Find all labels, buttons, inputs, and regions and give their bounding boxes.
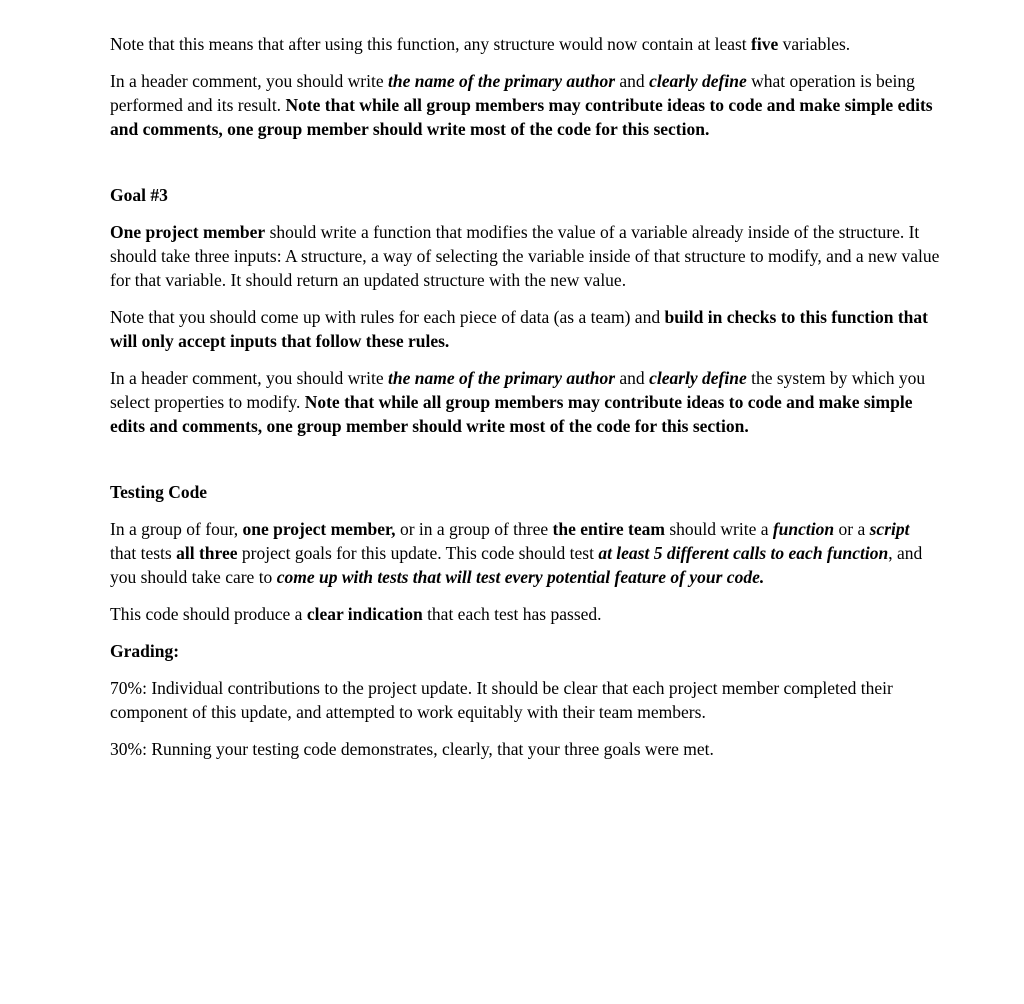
intro-paragraph-header-comment	[110, 69, 940, 141]
goal-3-paragraph-function	[110, 220, 940, 292]
text-run-bold-italic: at least 5 different calls to each function	[598, 543, 889, 563]
text-run: or a	[834, 519, 870, 539]
document-page	[110, 32, 940, 774]
text-run: what operation is being performed and its result.	[110, 71, 915, 115]
text-run: project goals for this update. This code should test	[237, 543, 599, 563]
testing-code-heading: Testing Code	[110, 482, 208, 502]
text-run-bold: one project member,	[242, 519, 396, 539]
text-run-bold-italic: clearly define	[649, 368, 747, 388]
text-run-bold-italic: script	[869, 519, 910, 539]
text-run-bold: build in checks to this function that will only accept inputs that follow these rules.	[110, 307, 928, 351]
text-run: that each test has passed.	[422, 604, 602, 624]
text-run: This code should produce a	[110, 604, 307, 624]
text-run: and	[615, 71, 650, 91]
text-run-bold: One project member	[110, 222, 266, 242]
text-run: In a header comment, you should write	[110, 368, 388, 388]
text-run-bold-italic: come up with tests that will test every potential feature of your code.	[276, 567, 765, 587]
text-run: Note that this means that after using this function, any structure would now contain at least	[110, 34, 752, 54]
goal-3-paragraph-header-comment	[110, 366, 940, 438]
text-run-bold: Note that while all group members may contribute ideas to code and make simple edits and comments, one group member should write most of the code for this section.	[110, 392, 913, 436]
testing-paragraph-function	[110, 517, 940, 589]
text-run-bold-italic: clearly define	[649, 71, 747, 91]
text-run-bold: five	[751, 34, 779, 54]
text-run: In a group of four,	[110, 519, 243, 539]
text-run: variables.	[778, 34, 851, 54]
text-run-bold: Note that while all group members may contribute ideas to code and make simple edits and comments, one group member should write most of the code for this section.	[110, 95, 933, 139]
text-run-bold: all three	[176, 543, 238, 563]
text-run: or in a group of three	[395, 519, 553, 539]
text-run-bold: clear indication	[306, 604, 423, 624]
text-run: In a header comment, you should write	[110, 71, 388, 91]
text-run: , and you should take care to	[110, 543, 923, 587]
grading-item-70: 70%: Individual contributions to the project update. It should be clear that each project member completed their component of this update, and attempted to work equitably with their team members.	[110, 678, 893, 722]
text-run-bold-italic: function	[772, 519, 835, 539]
text-run: the system by which you select properties to modify.	[110, 368, 926, 412]
text-run: that tests	[110, 543, 177, 563]
text-run-bold-italic: the name of the primary author	[387, 368, 616, 388]
text-run: Note that you should come up with rules for each piece of data (as a team) and	[110, 307, 665, 327]
grading-item-30: 30%: Running your testing code demonstrates, clearly, that your three goals were met.	[110, 739, 714, 759]
intro-paragraph-five-variables	[110, 32, 940, 56]
testing-paragraph-indication	[110, 602, 940, 626]
text-run: should write a	[664, 519, 773, 539]
text-run: and	[615, 368, 650, 388]
goal-3-heading: Goal #3	[110, 185, 168, 205]
text-run-bold-italic: the name of the primary author	[387, 71, 616, 91]
grading-heading: Grading:	[110, 641, 180, 661]
text-run-bold: the entire team	[552, 519, 665, 539]
goal-3-paragraph-rules	[110, 305, 940, 353]
text-run: should write a function that modifies the value of a variable already inside of the structure. It should take three inputs: A structure, a way of selecting the variable inside of that structure to modify, and a new value for that variable. It should return an updated structure with the new value.	[110, 222, 940, 290]
